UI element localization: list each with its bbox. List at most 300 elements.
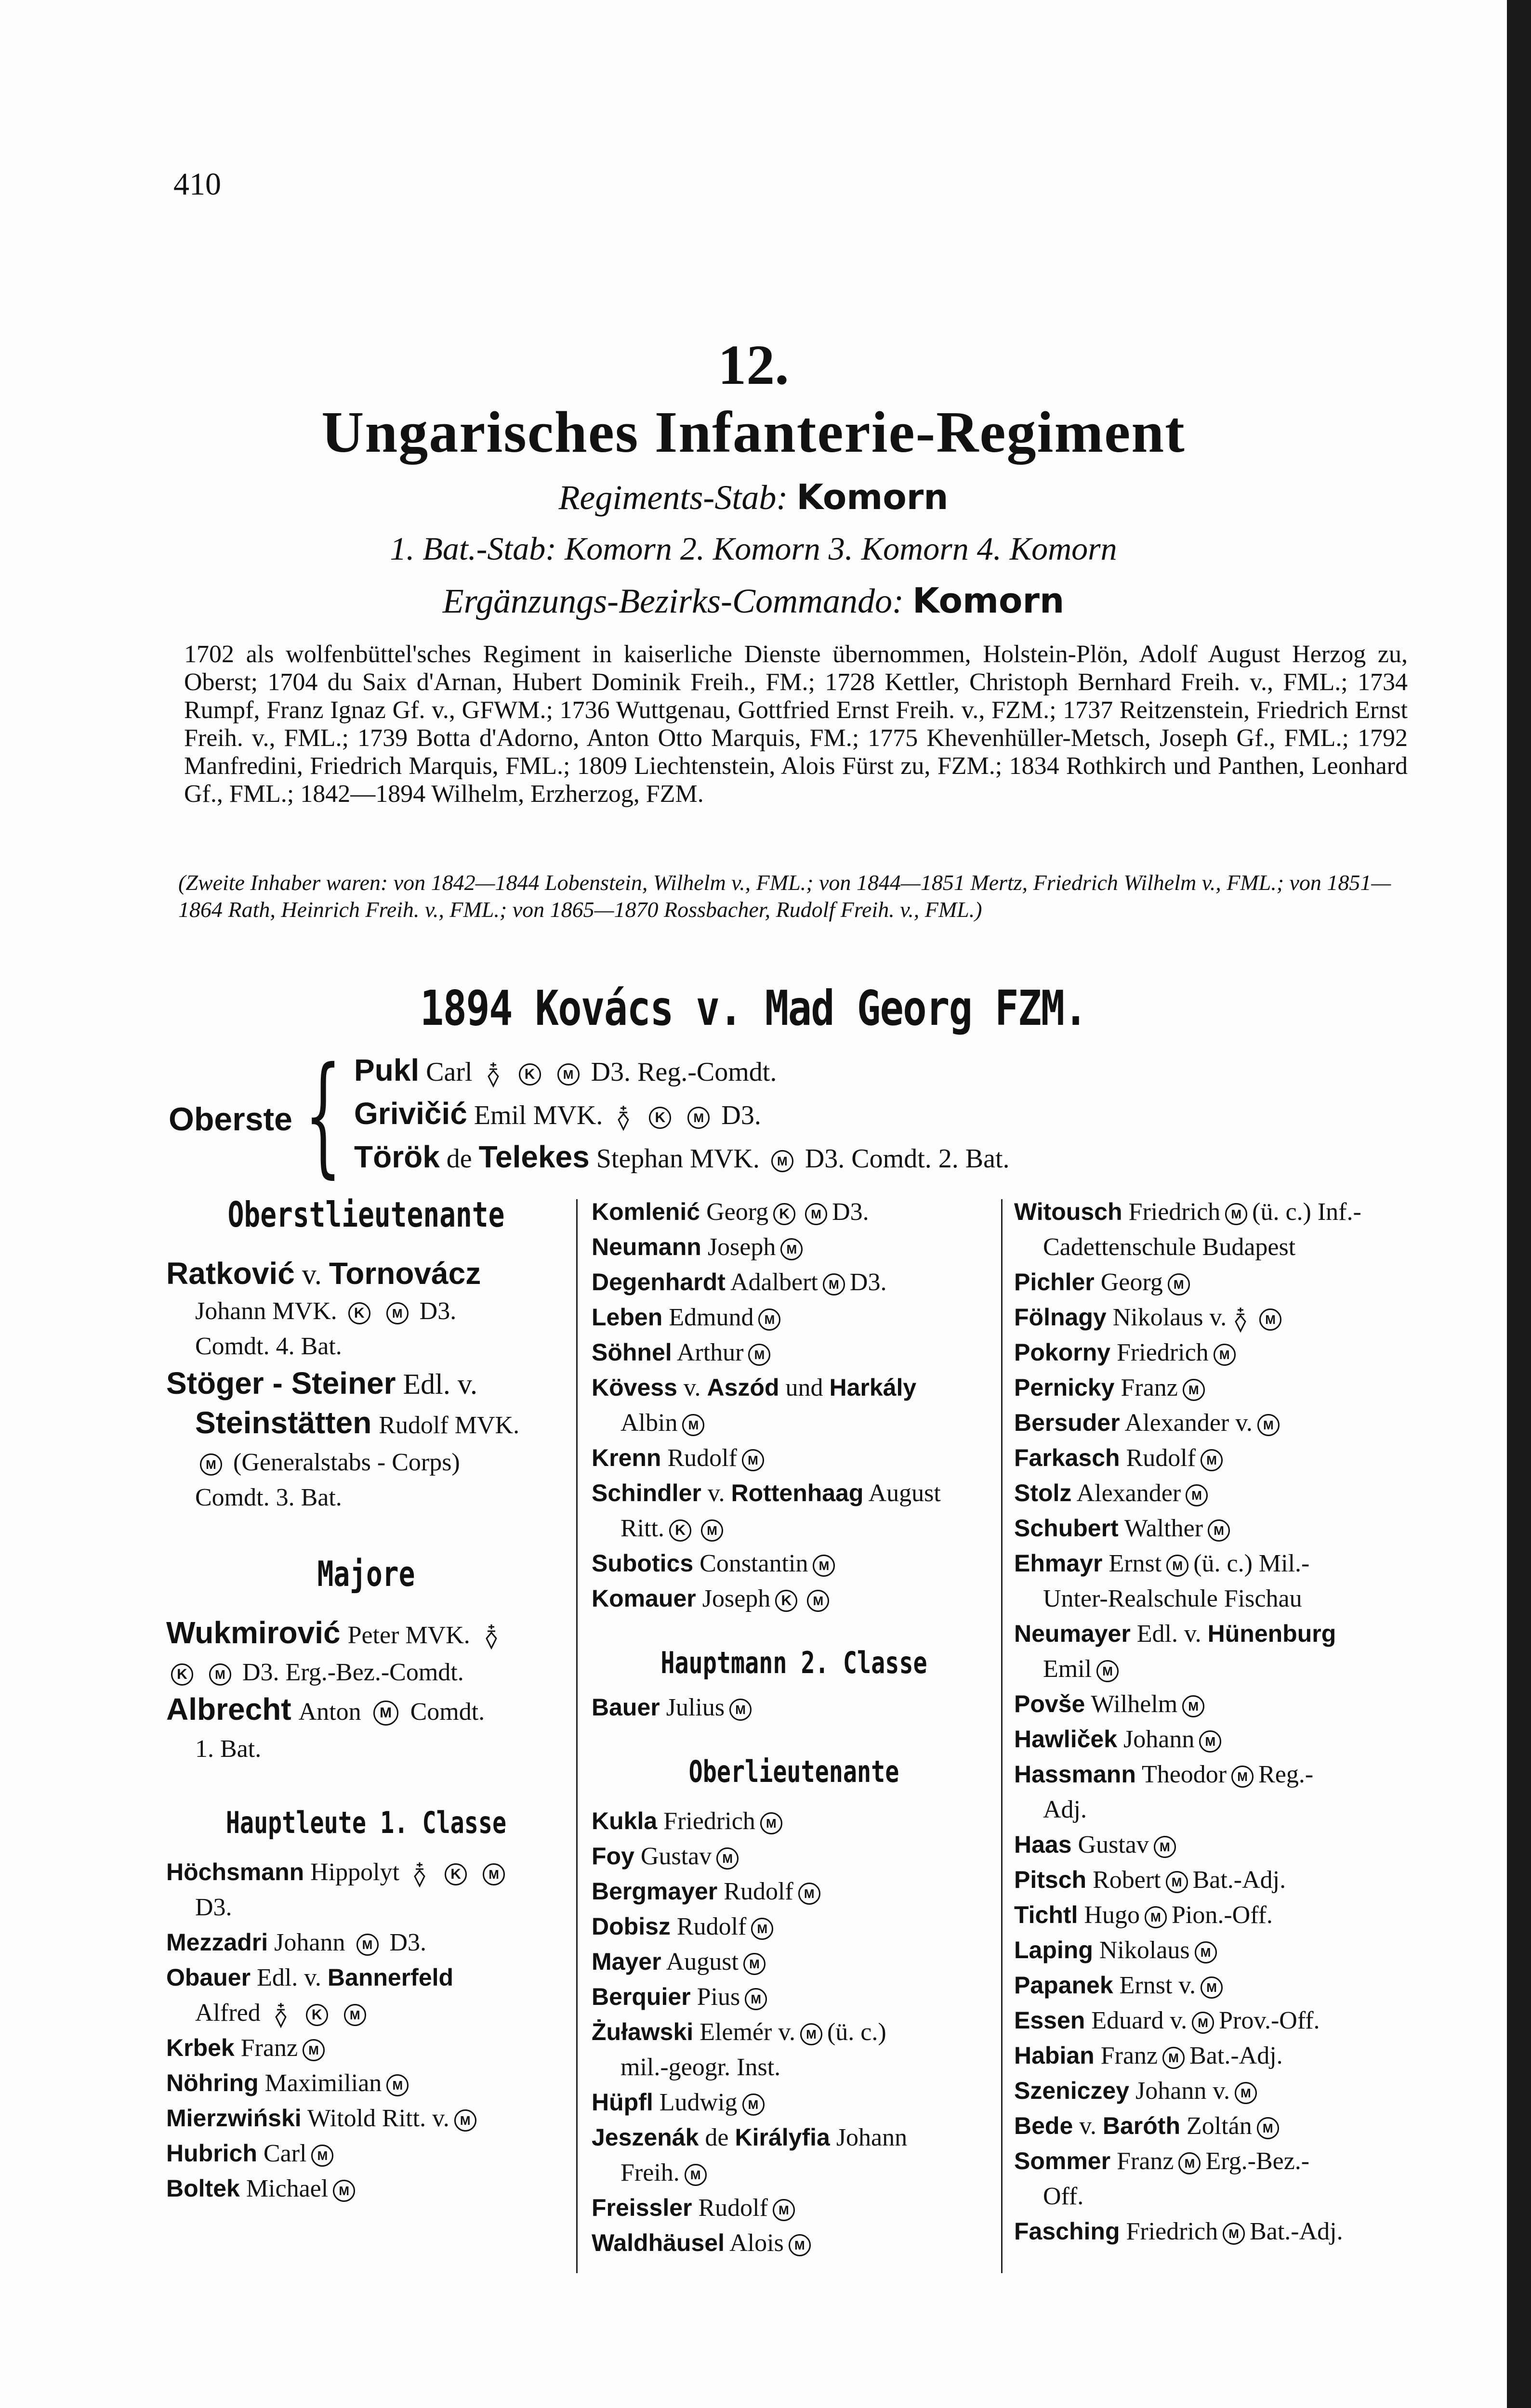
given-name: August	[666, 1948, 739, 1976]
given-name: Johann	[1123, 1726, 1195, 1753]
given-name: Ritt.	[620, 1515, 665, 1542]
surname: Haas	[1014, 1831, 1072, 1858]
m-decoration-icon: M	[758, 1309, 780, 1331]
given-name: Gustav	[1078, 1831, 1149, 1858]
given-name: Rudolf	[724, 1878, 793, 1905]
m-decoration-icon: M	[1145, 1906, 1167, 1928]
surname: Habian	[1014, 2042, 1095, 2069]
given-name: Rudolf MVK.	[379, 1412, 520, 1439]
m-decoration-icon: M	[1096, 1660, 1119, 1682]
m-decoration-icon: M	[745, 1988, 767, 2010]
stab-place: Komorn	[796, 477, 949, 517]
list-item	[1014, 1722, 1438, 1757]
remark: Bat.-Adj.	[1250, 2218, 1343, 2245]
surname: Albrecht	[166, 1692, 291, 1727]
given-name: Witold Ritt. v.	[307, 2105, 449, 2132]
remark: D3.	[419, 1297, 457, 1325]
regiment-owner: 1894 Kovács v. Mad Georg FZM.	[420, 980, 1087, 1036]
given-name: Carl	[263, 2140, 307, 2167]
given-name: Elemér v.	[700, 2018, 795, 2046]
given-name: Joseph	[707, 1233, 776, 1261]
list-item	[1014, 1862, 1438, 1898]
given-name: Alexander v.	[1124, 1409, 1253, 1437]
m-decoration-icon: M	[687, 1107, 710, 1129]
list-item	[1014, 1898, 1438, 1933]
list-item: D3.	[195, 1894, 232, 1921]
list-item	[166, 1855, 566, 1890]
list-item	[592, 2085, 996, 2120]
list-item	[1014, 1265, 1438, 1300]
given-name: Emil	[1043, 1655, 1092, 1683]
k-decoration-icon: K	[306, 2004, 328, 2026]
m-decoration-icon: M	[742, 2094, 765, 2116]
surname: Hassmann	[1014, 1761, 1136, 1788]
list-item	[592, 1690, 996, 1725]
surname: Boltek	[166, 2175, 240, 2202]
given-name: Friedrich	[1126, 2218, 1218, 2245]
surname: Pichler	[1014, 1269, 1095, 1296]
surname-2: Tornovácz	[329, 1256, 481, 1291]
k-decoration-icon: K	[348, 1302, 370, 1324]
surname: Berquier	[592, 1983, 691, 2010]
list-item	[166, 2136, 566, 2171]
list-item	[592, 1839, 996, 1874]
surname: Hüpfl	[592, 2089, 653, 2116]
oberste-label: Oberste	[169, 1101, 292, 1138]
list-item	[592, 1335, 996, 1370]
oberstlieutenante-heading: Oberstlieutenante	[227, 1194, 505, 1235]
remark: D3.	[389, 1929, 427, 1956]
surname: Krenn	[592, 1444, 661, 1471]
list-item	[1014, 1194, 1438, 1230]
list-item	[1014, 1300, 1438, 1335]
list-item: Off.	[1043, 2183, 1084, 2210]
surname: Neumann	[592, 1233, 701, 1260]
surname: Povše	[1014, 1690, 1085, 1717]
list-item	[1014, 2073, 1438, 2108]
list-item	[166, 2030, 566, 2066]
m-decoration-icon: M	[200, 1453, 222, 1476]
oberlieutenante-heading: Oberlieutenante	[688, 1754, 899, 1789]
surname: Höchsmann	[166, 1858, 304, 1885]
m-decoration-icon: M	[729, 1699, 752, 1721]
given-name: Georg	[706, 1198, 769, 1226]
given-name: Robert	[1093, 1866, 1161, 1894]
regiment-number: 12.	[718, 333, 789, 396]
surname: Mezzadri	[166, 1929, 268, 1956]
remark: D3. Erg.-Bez.-Comdt.	[242, 1659, 464, 1686]
m-decoration-icon: M	[1195, 1941, 1217, 1963]
list-item	[592, 1230, 996, 1265]
surname-3: Harkály	[829, 1374, 917, 1401]
m-decoration-icon: M	[1231, 1766, 1254, 1788]
list-item	[1014, 2038, 1438, 2073]
given-name: Hugo	[1084, 1901, 1140, 1929]
list-item	[166, 1445, 566, 1480]
remark: Reg.-	[1258, 1761, 1314, 1788]
remark: Comdt.	[410, 1698, 485, 1726]
given-name: Anton	[298, 1698, 361, 1726]
surname: Komlenić	[592, 1198, 700, 1225]
surname: Grivičić	[354, 1096, 467, 1131]
list-item	[1014, 1651, 1438, 1687]
list-item	[166, 1613, 566, 1655]
list-item	[1014, 1933, 1438, 1968]
surname-2: Steinstätten	[195, 1405, 372, 1440]
given-name: Michael	[246, 2175, 329, 2202]
given-name: Zoltán	[1187, 2112, 1252, 2140]
remark: Bat.-Adj.	[1189, 2042, 1283, 2069]
given-name: Gustav	[640, 1843, 712, 1870]
k-decoration-icon: K	[669, 1519, 691, 1542]
m-decoration-icon: M	[751, 1918, 773, 1940]
surname: Freissler	[592, 2194, 692, 2221]
m-decoration-icon: M	[1154, 1836, 1176, 1858]
given-name: August	[868, 1479, 941, 1507]
list-item	[166, 1254, 566, 1294]
column-divider	[576, 1199, 578, 2273]
surname: Bauer	[592, 1694, 660, 1721]
list-item	[166, 1995, 566, 2030]
surname-2: Aszód	[707, 1374, 779, 1401]
given-name: Johann MVK.	[195, 1297, 337, 1325]
surname: Pitsch	[1014, 1866, 1087, 1893]
regiment-title: Ungarisches Infanterie-Regiment	[321, 400, 1186, 465]
given-name: Friedrich	[663, 1807, 755, 1835]
brace-icon: {	[304, 1039, 342, 1191]
given-name: Walther	[1124, 1515, 1203, 1542]
surname: Leben	[592, 1304, 663, 1331]
list-item	[592, 1546, 996, 1581]
surname: Hawliček	[1014, 1726, 1118, 1753]
given-name: Pius	[697, 1983, 740, 2011]
remark: D3.	[805, 1144, 845, 1174]
surname: Szeniczey	[1014, 2077, 1130, 2104]
m-decoration-icon: M	[373, 1701, 398, 1726]
list-item	[592, 2190, 996, 2225]
m-decoration-icon: M	[386, 1302, 409, 1324]
m-decoration-icon: M	[311, 2145, 333, 2167]
m-decoration-icon: M	[1166, 1555, 1188, 1577]
surname: Pokorny	[1014, 1339, 1111, 1366]
given-name: Eduard v.	[1091, 2007, 1188, 2034]
m-decoration-icon: M	[682, 1414, 704, 1436]
given-name: Franz	[240, 2034, 298, 2062]
given-name: Peter MVK.	[347, 1622, 470, 1649]
given-name: Alfred	[195, 1999, 261, 2027]
cross-decoration-icon	[484, 1061, 502, 1088]
surname: Hubrich	[166, 2140, 257, 2167]
surname: Obauer	[166, 1964, 251, 1991]
regiments-stab	[0, 477, 1507, 518]
given-name: Adalbert	[730, 1269, 818, 1296]
surname: Nöhring	[166, 2069, 259, 2096]
surname: Ehmayr	[1014, 1550, 1103, 1577]
surname: Witousch	[1014, 1198, 1122, 1225]
m-decoration-icon: M	[483, 1863, 505, 1885]
particle: v.	[1079, 2112, 1096, 2140]
surname: Neumayer	[1014, 1620, 1131, 1647]
surname: Subotics	[592, 1550, 694, 1577]
list-item	[592, 2155, 996, 2190]
given-name: Theodor	[1141, 1761, 1227, 1788]
list-item	[1014, 1335, 1438, 1370]
m-decoration-icon: M	[1201, 1976, 1223, 1999]
second-owners-note: (Zweite Inhaber waren: von 1842—1844 Lobenstein, Wilhelm v., FML.; von 1844—1851 Mertz, Friedrich Wilhelm v., FML.; von 1851—1864 Rath, Heinrich Freih. v., FML.; von 1865—1870 Rossbacher, Rudolf Freih. v., FML.)	[178, 870, 1391, 922]
cross-decoration-icon	[272, 2002, 290, 2028]
list-item	[166, 1960, 566, 1995]
surname: Bersuder	[1014, 1409, 1120, 1436]
surname-2: Rottenhaag	[731, 1479, 864, 1506]
m-decoration-icon: M	[1168, 1273, 1190, 1296]
m-decoration-icon: M	[773, 2199, 795, 2221]
hauptmann-2-heading: Hauptmann 2. Classe	[660, 1645, 927, 1680]
m-decoration-icon: M	[823, 1273, 845, 1296]
m-decoration-icon: M	[1208, 1519, 1230, 1542]
given-name: Johann	[274, 1929, 345, 1956]
given-name: Johann	[836, 2124, 908, 2151]
surname: Degenhardt	[592, 1269, 726, 1296]
column-divider	[1001, 1199, 1003, 2273]
list-item	[1014, 2144, 1438, 2179]
list-item	[166, 1294, 566, 1329]
regiment-history: 1702 als wolfenbüttel'sches Regiment in kaiserliche Dienste übernommen, Holstein-Plön, Adolf August Herzog zu, Oberst; 1704 du Saix d'Arnan, Hubert Dominik Freih., FM.; 1728 Kettler, Christoph Bernhard Freih. v., FML.; 1734 Rumpf, Franz Ignaz Gf. v., GFWM.; 1736 Wuttgenau, Gottfried Ernst Freih. v., FZM.; 1737 Reitzenstein, Friedrich Ernst Freih. v., FML.; 1739 Botta d'Adorno, Anton Otto Marquis, FM.; 1775 Khevenhüller-Metsch, Joseph Gf., FML.; 1792 Manfredini, Friedrich Marquis, FML.; 1809 Liechtenstein, Alois Fürst zu, FZM.; 1834 Rothkirch und Panthen, Leonhard Gf., FML.; 1842—1894 Wilhelm, Erzherzog, FZM.	[184, 641, 1408, 808]
given-name: Georg	[1100, 1269, 1163, 1296]
m-decoration-icon: M	[454, 2109, 476, 2132]
m-decoration-icon: M	[557, 1063, 580, 1086]
m-decoration-icon: M	[1257, 2117, 1279, 2139]
given-name: Arthur	[676, 1339, 744, 1366]
list-item	[1014, 1968, 1438, 2003]
list-item	[166, 2171, 566, 2206]
m-decoration-icon: M	[701, 1519, 723, 1542]
remark: Erg.-Bez.-	[1205, 2147, 1310, 2175]
surname: Ratković	[166, 1256, 295, 1291]
surname: Pukl	[354, 1053, 420, 1087]
k-decoration-icon: K	[773, 1203, 795, 1225]
list-item	[592, 1265, 996, 1300]
given-name: Ludwig	[659, 2089, 738, 2116]
ergaenzungs-commando	[0, 580, 1507, 621]
given-name: Nikolaus v.	[1112, 1304, 1227, 1331]
given-name: Franz	[1121, 1374, 1178, 1401]
m-decoration-icon: M	[1182, 1695, 1204, 1717]
remark: (ü. c.)	[827, 2018, 886, 2046]
list-item	[1014, 2214, 1438, 2249]
list-item	[592, 1476, 996, 1511]
column-left	[166, 1194, 566, 2206]
surname: Schindler	[592, 1479, 701, 1506]
list-item	[166, 1925, 566, 1960]
surname: Sommer	[1014, 2147, 1111, 2174]
surname: Papanek	[1014, 1972, 1113, 1999]
majore-heading: Majore	[317, 1554, 415, 1594]
list-item: Unter-Realschule Fischau	[1043, 1585, 1302, 1612]
list-item	[1014, 1440, 1438, 1476]
list-item	[592, 2120, 996, 2155]
m-decoration-icon: M	[771, 1150, 793, 1172]
surname: Mierzwiński	[166, 2105, 302, 2132]
given-name: Johann v.	[1135, 2077, 1230, 2105]
battalion-stations: 1. Bat.-Stab: Komorn 2. Komorn 3. Komorn 4. Komorn	[390, 530, 1117, 567]
given-name: Wilhelm	[1091, 1690, 1178, 1718]
erg-label: Ergänzungs-Bezirks-Commando:	[442, 582, 904, 620]
list-item	[592, 1874, 996, 1909]
surname: Stolz	[1014, 1479, 1072, 1506]
surname: Foy	[592, 1843, 634, 1870]
surname: Waldhäusel	[592, 2229, 725, 2256]
m-decoration-icon: M	[743, 1953, 766, 1975]
surname: Tichtl	[1014, 1901, 1078, 1928]
list-item	[1014, 1616, 1438, 1651]
m-decoration-icon: M	[813, 1555, 835, 1577]
surname: Komauer	[592, 1585, 696, 1612]
m-decoration-icon: M	[1259, 1309, 1281, 1331]
list-item: Adj.	[1043, 1796, 1087, 1823]
m-decoration-icon: M	[742, 1449, 764, 1471]
list-item: Comdt. 3. Bat.	[195, 1484, 342, 1511]
surname: Kukla	[592, 1807, 658, 1834]
cross-decoration-icon	[614, 1104, 633, 1131]
remark: D3.	[832, 1198, 869, 1226]
given-name: Joseph	[702, 1585, 771, 1612]
given-name: Franz	[1117, 2147, 1174, 2175]
m-decoration-icon: M	[1235, 2082, 1257, 2104]
cross-decoration-icon	[410, 1861, 429, 1888]
surname: Stöger - Steiner	[166, 1366, 396, 1400]
given-name: Friedrich	[1128, 1198, 1221, 1226]
surname-2: Bannerfeld	[327, 1964, 454, 1991]
k-decoration-icon: K	[649, 1107, 671, 1129]
list-item	[592, 1370, 996, 1405]
given-name: Rudolf	[1126, 1444, 1196, 1472]
m-decoration-icon: M	[356, 1934, 379, 1956]
particle: de	[705, 2124, 729, 2151]
given-name: Alois	[729, 2229, 784, 2257]
surname: Dobisz	[592, 1913, 671, 1940]
list-item	[592, 2225, 996, 2261]
list-item	[166, 2101, 566, 2136]
erg-place: Komorn	[912, 580, 1065, 621]
remark: (ü. c.) Mil.-	[1193, 1550, 1310, 1577]
list-item	[592, 1405, 996, 1440]
m-decoration-icon: M	[1257, 1414, 1280, 1436]
surname: Söhnel	[592, 1339, 672, 1366]
m-decoration-icon: M	[1223, 2223, 1245, 2245]
m-decoration-icon: M	[344, 2004, 366, 2026]
given-name: Edmund	[669, 1304, 754, 1331]
m-decoration-icon: M	[1162, 2047, 1185, 2069]
m-decoration-icon: M	[303, 2039, 325, 2061]
list-item	[1014, 1476, 1438, 1511]
surname: Schubert	[1014, 1515, 1119, 1542]
particle: Edl. v.	[257, 1964, 321, 1991]
m-decoration-icon: M	[760, 1812, 782, 1834]
surname: Krbek	[166, 2034, 235, 2061]
surname: Bergmayer	[592, 1878, 718, 1905]
remark: D3.	[849, 1269, 887, 1296]
remark: D3.	[721, 1100, 761, 1130]
list-item: Cadettenschule Budapest	[1043, 1233, 1296, 1261]
k-decoration-icon: K	[519, 1063, 541, 1086]
m-decoration-icon: M	[386, 2074, 409, 2096]
remark: Prov.-Off.	[1219, 2007, 1320, 2034]
oberst-row	[354, 1096, 761, 1131]
surname: Farkasch	[1014, 1444, 1120, 1471]
m-decoration-icon: M	[1225, 1203, 1247, 1225]
list-item	[166, 1690, 566, 1731]
page-number: 410	[173, 167, 221, 202]
surname: Essen	[1014, 2007, 1085, 2034]
list-item	[1014, 1370, 1438, 1405]
given-name: Friedrich	[1117, 1339, 1209, 1366]
m-decoration-icon: M	[1186, 1484, 1208, 1506]
given-name: Emil MVK.	[474, 1100, 603, 1130]
given-name: Franz	[1100, 2042, 1158, 2069]
remark: Bat.-Adj.	[1192, 1866, 1286, 1894]
cross-decoration-icon	[1231, 1306, 1250, 1333]
m-decoration-icon: M	[1183, 1379, 1205, 1401]
surname: Bede	[1014, 2112, 1073, 2139]
m-decoration-icon: M	[716, 1847, 739, 1870]
oberst-row	[354, 1139, 1010, 1175]
m-decoration-icon: M	[807, 1590, 829, 1612]
m-decoration-icon: M	[685, 2164, 707, 2186]
particle: v.	[683, 1374, 701, 1401]
hauptleute-1-heading: Hauptleute 1. Classe	[225, 1805, 507, 1840]
list-item: mil.-geogr. Inst.	[620, 2054, 781, 2081]
particle-2: und	[785, 1374, 823, 1401]
m-decoration-icon: M	[800, 2023, 822, 2045]
particle: de	[446, 1144, 472, 1174]
stab-label: Regiments-Stab:	[558, 478, 788, 517]
m-decoration-icon: M	[780, 1238, 803, 1260]
list-item	[1014, 1757, 1438, 1792]
k-decoration-icon: K	[775, 1590, 797, 1612]
given-name: Maximilian	[264, 2069, 382, 2097]
list-item	[1014, 1511, 1438, 1546]
given-name: Ernst	[1109, 1550, 1162, 1577]
surname: Żuławski	[592, 2018, 694, 2045]
oberst-row	[354, 1052, 777, 1088]
k-decoration-icon: K	[171, 1663, 193, 1686]
surname: Mayer	[592, 1948, 661, 1975]
given-name: Hippolyt	[310, 1858, 400, 1886]
surname: Pernicky	[1014, 1374, 1115, 1401]
given-name: Ernst v.	[1119, 1972, 1196, 1999]
list-item	[592, 2015, 996, 2050]
m-decoration-icon: M	[209, 1663, 231, 1686]
m-decoration-icon: M	[789, 2234, 811, 2256]
given-name: Rudolf	[667, 1444, 737, 1472]
surname: Laping	[1014, 1937, 1093, 1963]
given-name: Carl	[426, 1057, 473, 1087]
given-name: Freih.	[620, 2159, 680, 2186]
particle: v.	[707, 1479, 725, 1507]
surname: Wukmirović	[166, 1615, 341, 1650]
list-item	[592, 1979, 996, 2015]
surname-2: Telekes	[478, 1139, 590, 1174]
m-decoration-icon: M	[1201, 1449, 1223, 1471]
list-item	[1014, 2108, 1438, 2144]
m-decoration-icon: M	[1192, 2012, 1214, 2034]
given-name: Rudolf	[676, 1913, 747, 1940]
m-decoration-icon: M	[1199, 1730, 1221, 1753]
surname: Török	[354, 1139, 440, 1174]
list-item	[166, 1403, 566, 1445]
surname: Jeszenák	[592, 2124, 699, 2151]
list-item	[592, 1581, 996, 1616]
